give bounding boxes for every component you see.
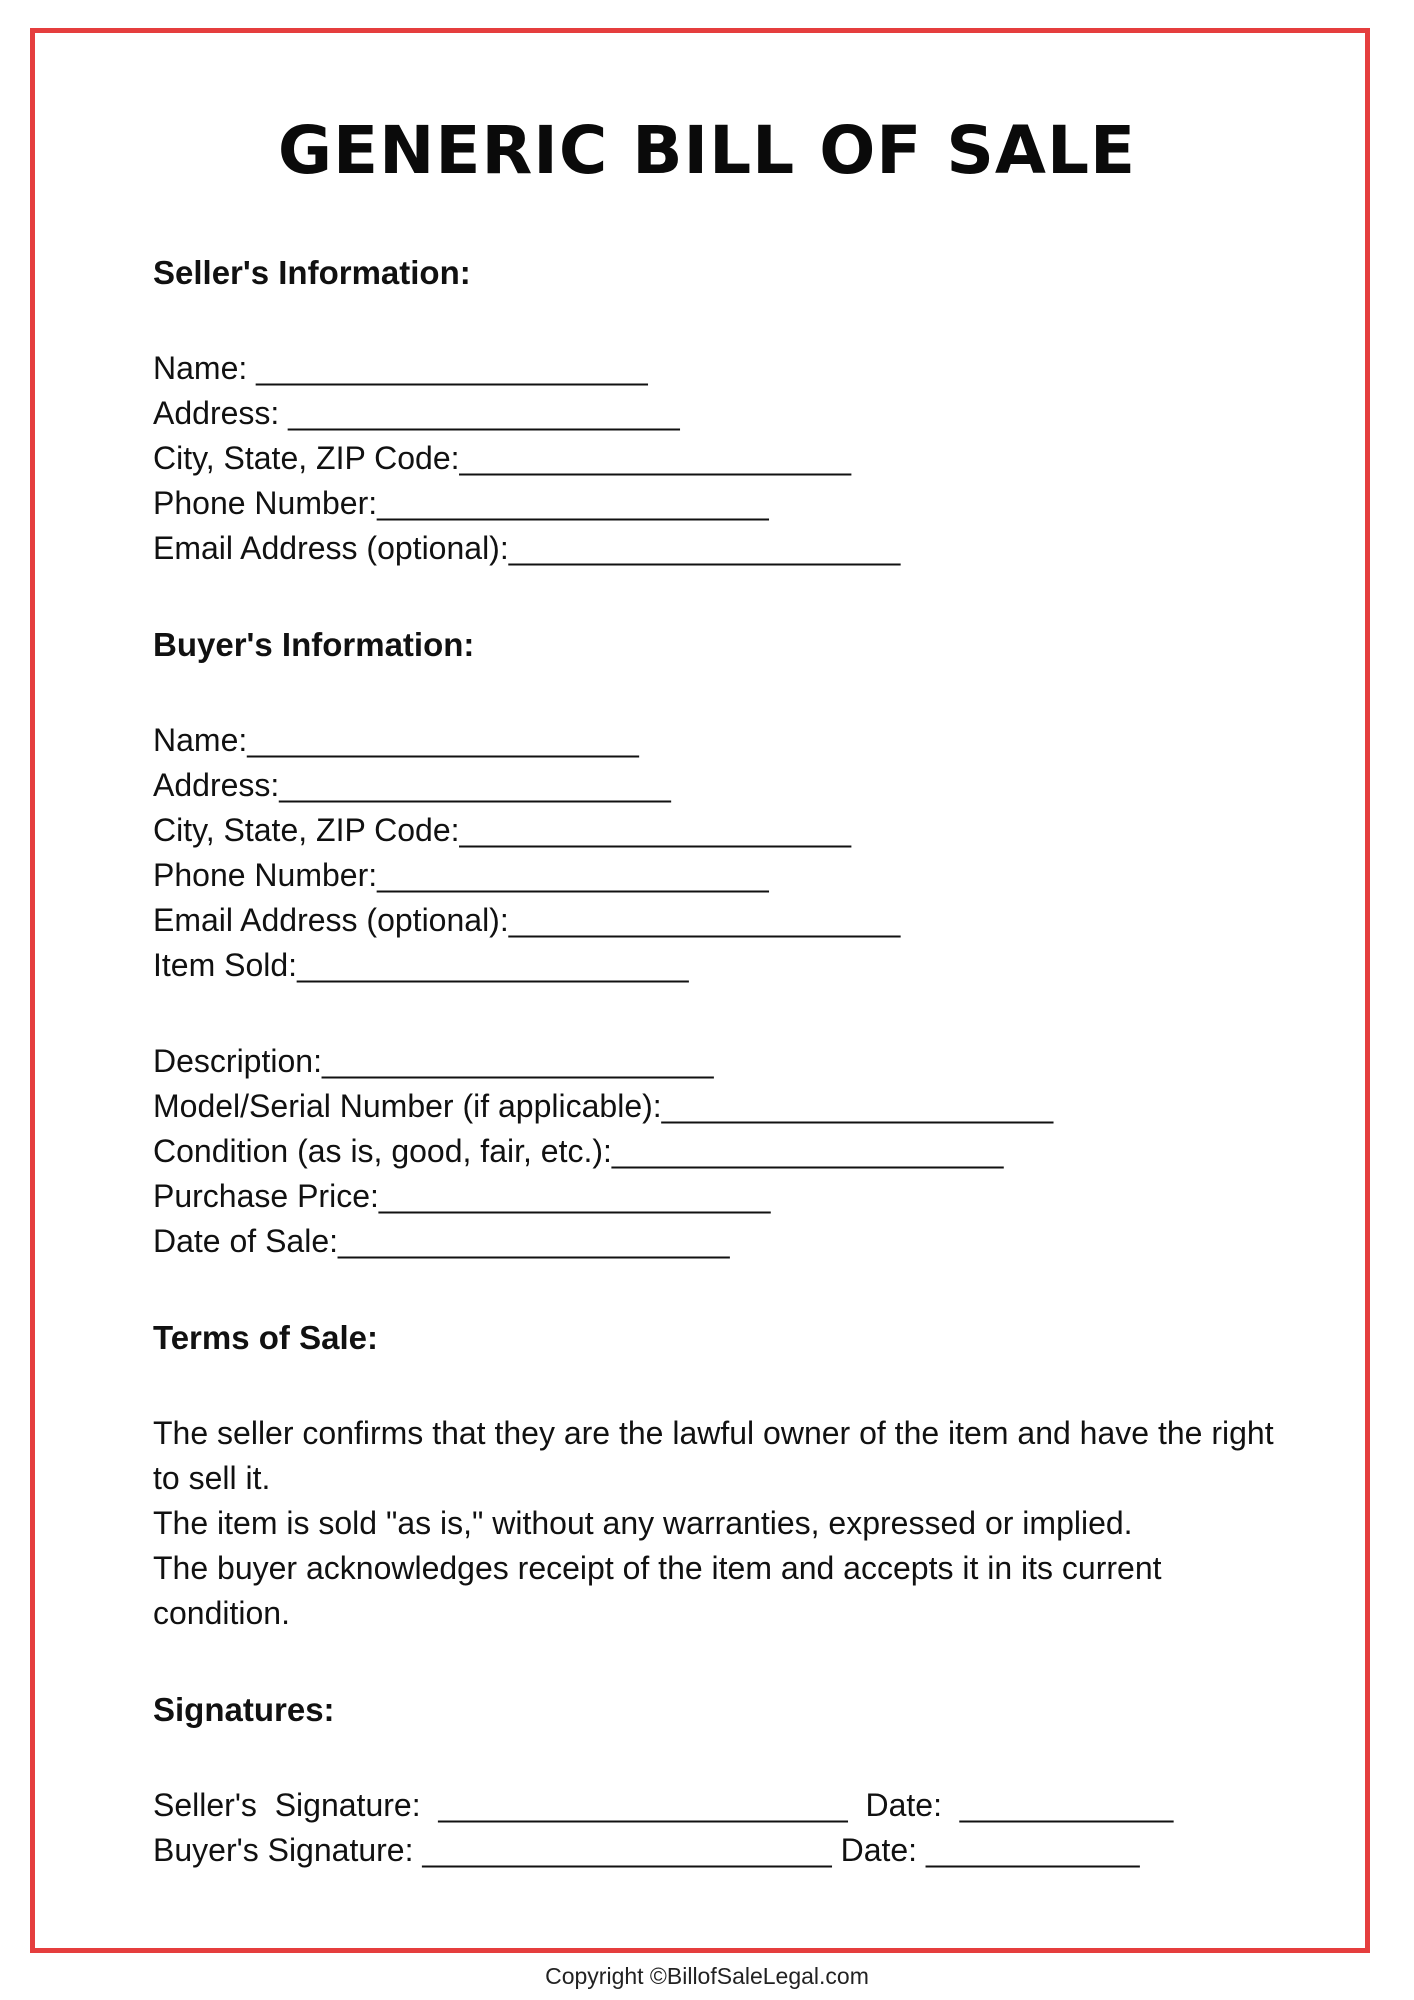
buyer-signature-line[interactable]: Buyer's Signature: _______________________ Date: ____________ bbox=[153, 1832, 1140, 1868]
description-field[interactable]: Description:______________________ bbox=[153, 1043, 714, 1079]
spacer bbox=[153, 1636, 1303, 1687]
date-of-sale-field[interactable]: Date of Sale:______________________ bbox=[153, 1223, 730, 1259]
seller-signature-line[interactable]: Seller's Signature: _______________________ Date: ____________ bbox=[153, 1787, 1174, 1823]
purchase-price-field[interactable]: Purchase Price:______________________ bbox=[153, 1178, 771, 1214]
buyer-city-state-zip-field[interactable]: City, State, ZIP Code:______________________ bbox=[153, 812, 852, 848]
item-sold-field[interactable]: Item Sold:______________________ bbox=[153, 947, 689, 983]
buyer-name-field[interactable]: Name:______________________ bbox=[153, 722, 639, 758]
terms-heading: Terms of Sale: bbox=[153, 1319, 378, 1356]
spacer bbox=[153, 1732, 1303, 1783]
seller-city-state-zip-field[interactable]: City, State, ZIP Code:______________________ bbox=[153, 440, 852, 476]
terms-paragraph: The item is sold "as is," without any warranties, expressed or implied. bbox=[153, 1505, 1133, 1541]
terms-paragraph: The seller confirms that they are the lawful owner of the item and have the right to sell it. bbox=[153, 1415, 1274, 1496]
seller-address-field[interactable]: Address: ______________________ bbox=[153, 395, 680, 431]
buyer-address-field[interactable]: Address:______________________ bbox=[153, 767, 671, 803]
document-title: GENERIC BILL OF SALE bbox=[277, 112, 1137, 189]
spacer bbox=[153, 1264, 1303, 1315]
sellers-info-heading: Seller's Information: bbox=[153, 254, 471, 291]
condition-field[interactable]: Condition (as is, good, fair, etc.):______________________ bbox=[153, 1133, 1004, 1169]
document-body bbox=[153, 250, 1303, 1873]
spacer bbox=[153, 295, 1303, 346]
buyer-email-field[interactable]: Email Address (optional):______________________ bbox=[153, 902, 901, 938]
spacer bbox=[153, 1360, 1303, 1411]
buyer-phone-field[interactable]: Phone Number:______________________ bbox=[153, 857, 769, 893]
model-serial-field[interactable]: Model/Serial Number (if applicable):______________________ bbox=[153, 1088, 1054, 1124]
signatures-heading: Signatures: bbox=[153, 1691, 335, 1728]
buyers-info-heading: Buyer's Information: bbox=[153, 626, 475, 663]
copyright-footer: Copyright ©BillofSaleLegal.com bbox=[545, 1963, 869, 1989]
terms-paragraph: The buyer acknowledges receipt of the item and accepts it in its current condition. bbox=[153, 1550, 1162, 1631]
spacer bbox=[153, 667, 1303, 718]
seller-name-field[interactable]: Name: ______________________ bbox=[153, 350, 648, 386]
seller-phone-field[interactable]: Phone Number:______________________ bbox=[153, 485, 769, 521]
seller-email-field[interactable]: Email Address (optional):______________________ bbox=[153, 530, 901, 566]
spacer bbox=[153, 571, 1303, 622]
spacer bbox=[153, 988, 1303, 1039]
